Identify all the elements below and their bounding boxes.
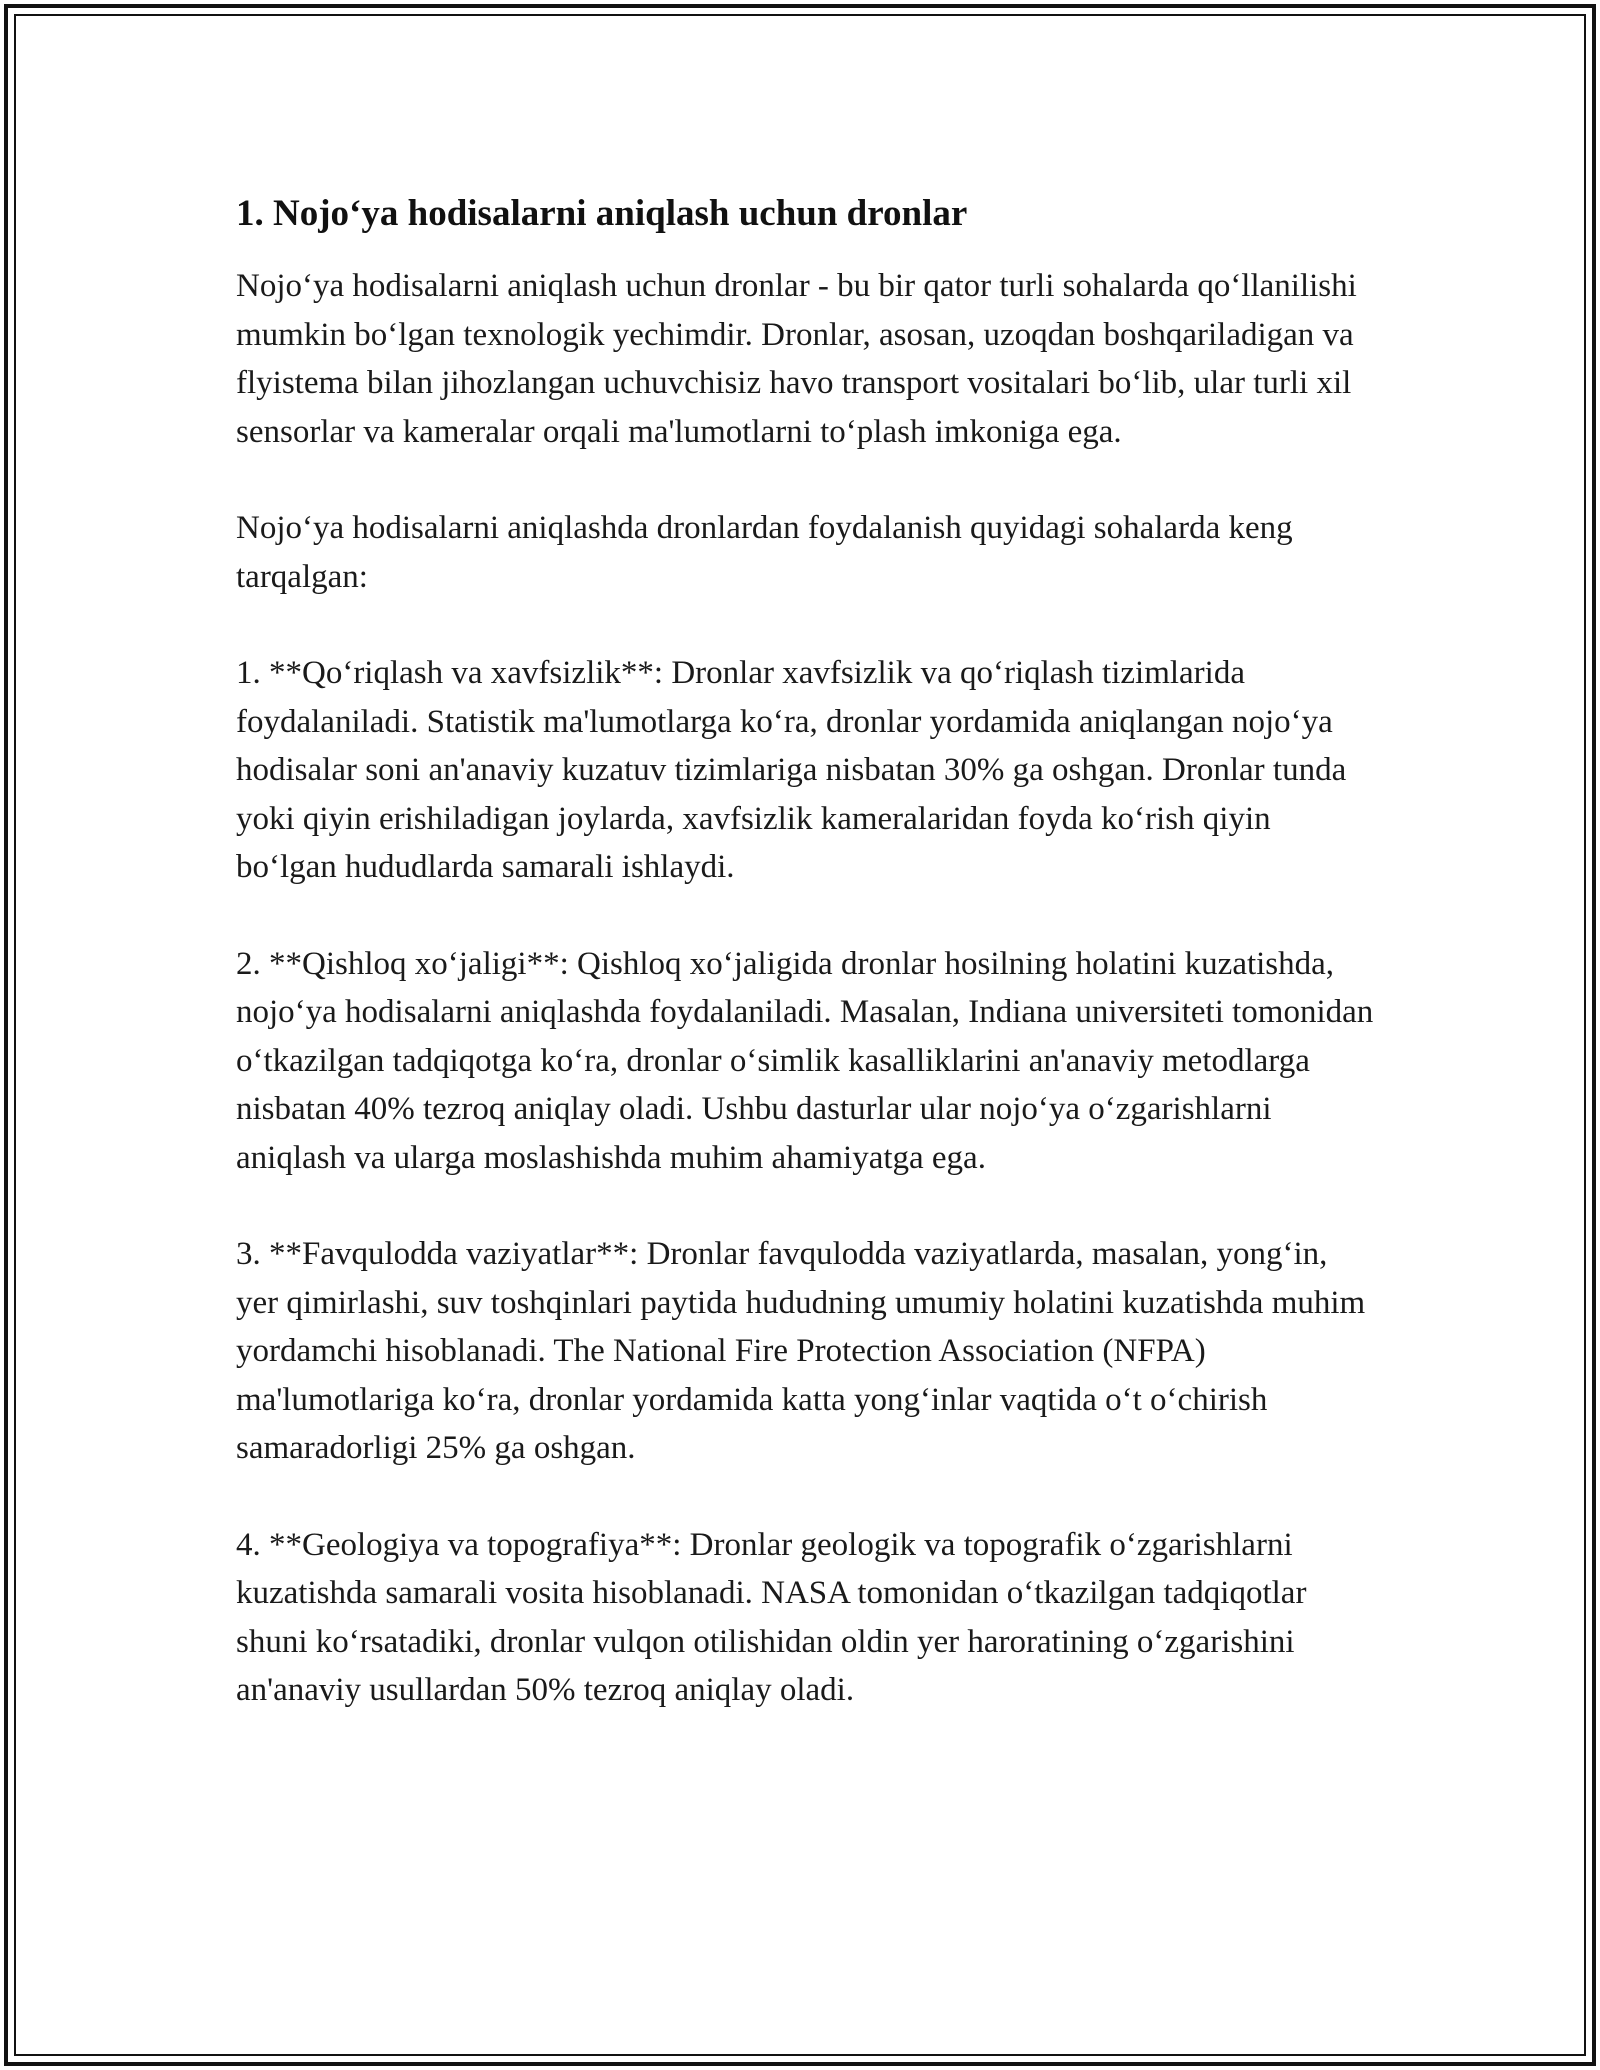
document-title: 1. Nojo‘ya hodisalarni aniqlash uchun dronlar [236,193,968,234]
paragraph-emergencies: 3. **Favqulodda vaziyatlar**: Dronlar favqulodda vaziyatlarda, masalan, yong‘in, yer qimirlashi, suv toshqinlari paytida hududning umumiy holatini kuzatishda muhim yordamchi hisoblanadi. The National Fire Protection Association (NFPA) ma'lumotlariga ko‘ra, dronlar yordamida katta yong‘inlar vaqtida o‘t o‘chirish samaradorligi 25% ga oshgan. [236,1236,1366,1466]
paragraph-intro: Nojo‘ya hodisalarni aniqlash uchun dronlar - bu bir qator turli sohalarda qo‘llanilishi mumkin bo‘lgan texnologik yechimdir. Dronlar, asosan, uzoqdan boshqariladigan va flyistema bilan jihozlangan uchuvchisiz havo transport vositalari bo‘lib, ular turli xil sensorlar va kameralar orqali ma'lumotlarni to‘plash imkoniga ega. [236,268,1357,450]
paragraph-agriculture: 2. **Qishloq xo‘jaligi**: Qishloq xo‘jaligida dronlar hosilning holatini kuzatishda, nojo‘ya hodisalarni aniqlashda foydalaniladi. Masalan, Indiana universiteti tomonidan o‘tkazilgan tadqiqotga ko‘ra, dronlar o‘simlik kasalliklarini an'anaviy metodlarga nisbatan 40% tezroq aniqlay oladi. Ushbu dasturlar ular nojo‘ya o‘zgarishlarni aniqlash va ularga moslashishda muhim ahamiyatga ega. [236,945,1374,1176]
paragraph-security: 1. **Qo‘riqlash va xavfsizlik**: Dronlar xavfsizlik va qo‘riqlash tizimlarida foydalaniladi. Statistik ma'lumotlarga ko‘ra, dronlar yordamida aniqlangan nojo‘ya hodisalar soni an'anaviy kuzatuv tizimlariga nisbatan 30% ga oshgan. Dronlar tunda yoki qiyin erishiladigan joylarda, xavfsizlik kameralaridan foyda ko‘rish qiyin bo‘lgan hududlarda samarali ishlaydi. [236,655,1347,885]
document-body [236,188,1376,1763]
paragraph-geology: 4. **Geologiya va topografiya**: Dronlar geologik va topografik o‘zgarishlarni kuzatishda samarali vosita hisoblanadi. NASA tomonidan o‘tkazilgan tadqiqotlar shuni ko‘rsatadiki, dronlar vulqon otilishidan oldin yer haroratining o‘zgarishini an'anaviy usullardan 50% tezroq aniqlay oladi. [236,1526,1307,1708]
paragraph-areas-lead: Nojo‘ya hodisalarni aniqlashda dronlardan foydalanish quyidagi sohalarda keng tarqalgan: [236,510,1293,595]
